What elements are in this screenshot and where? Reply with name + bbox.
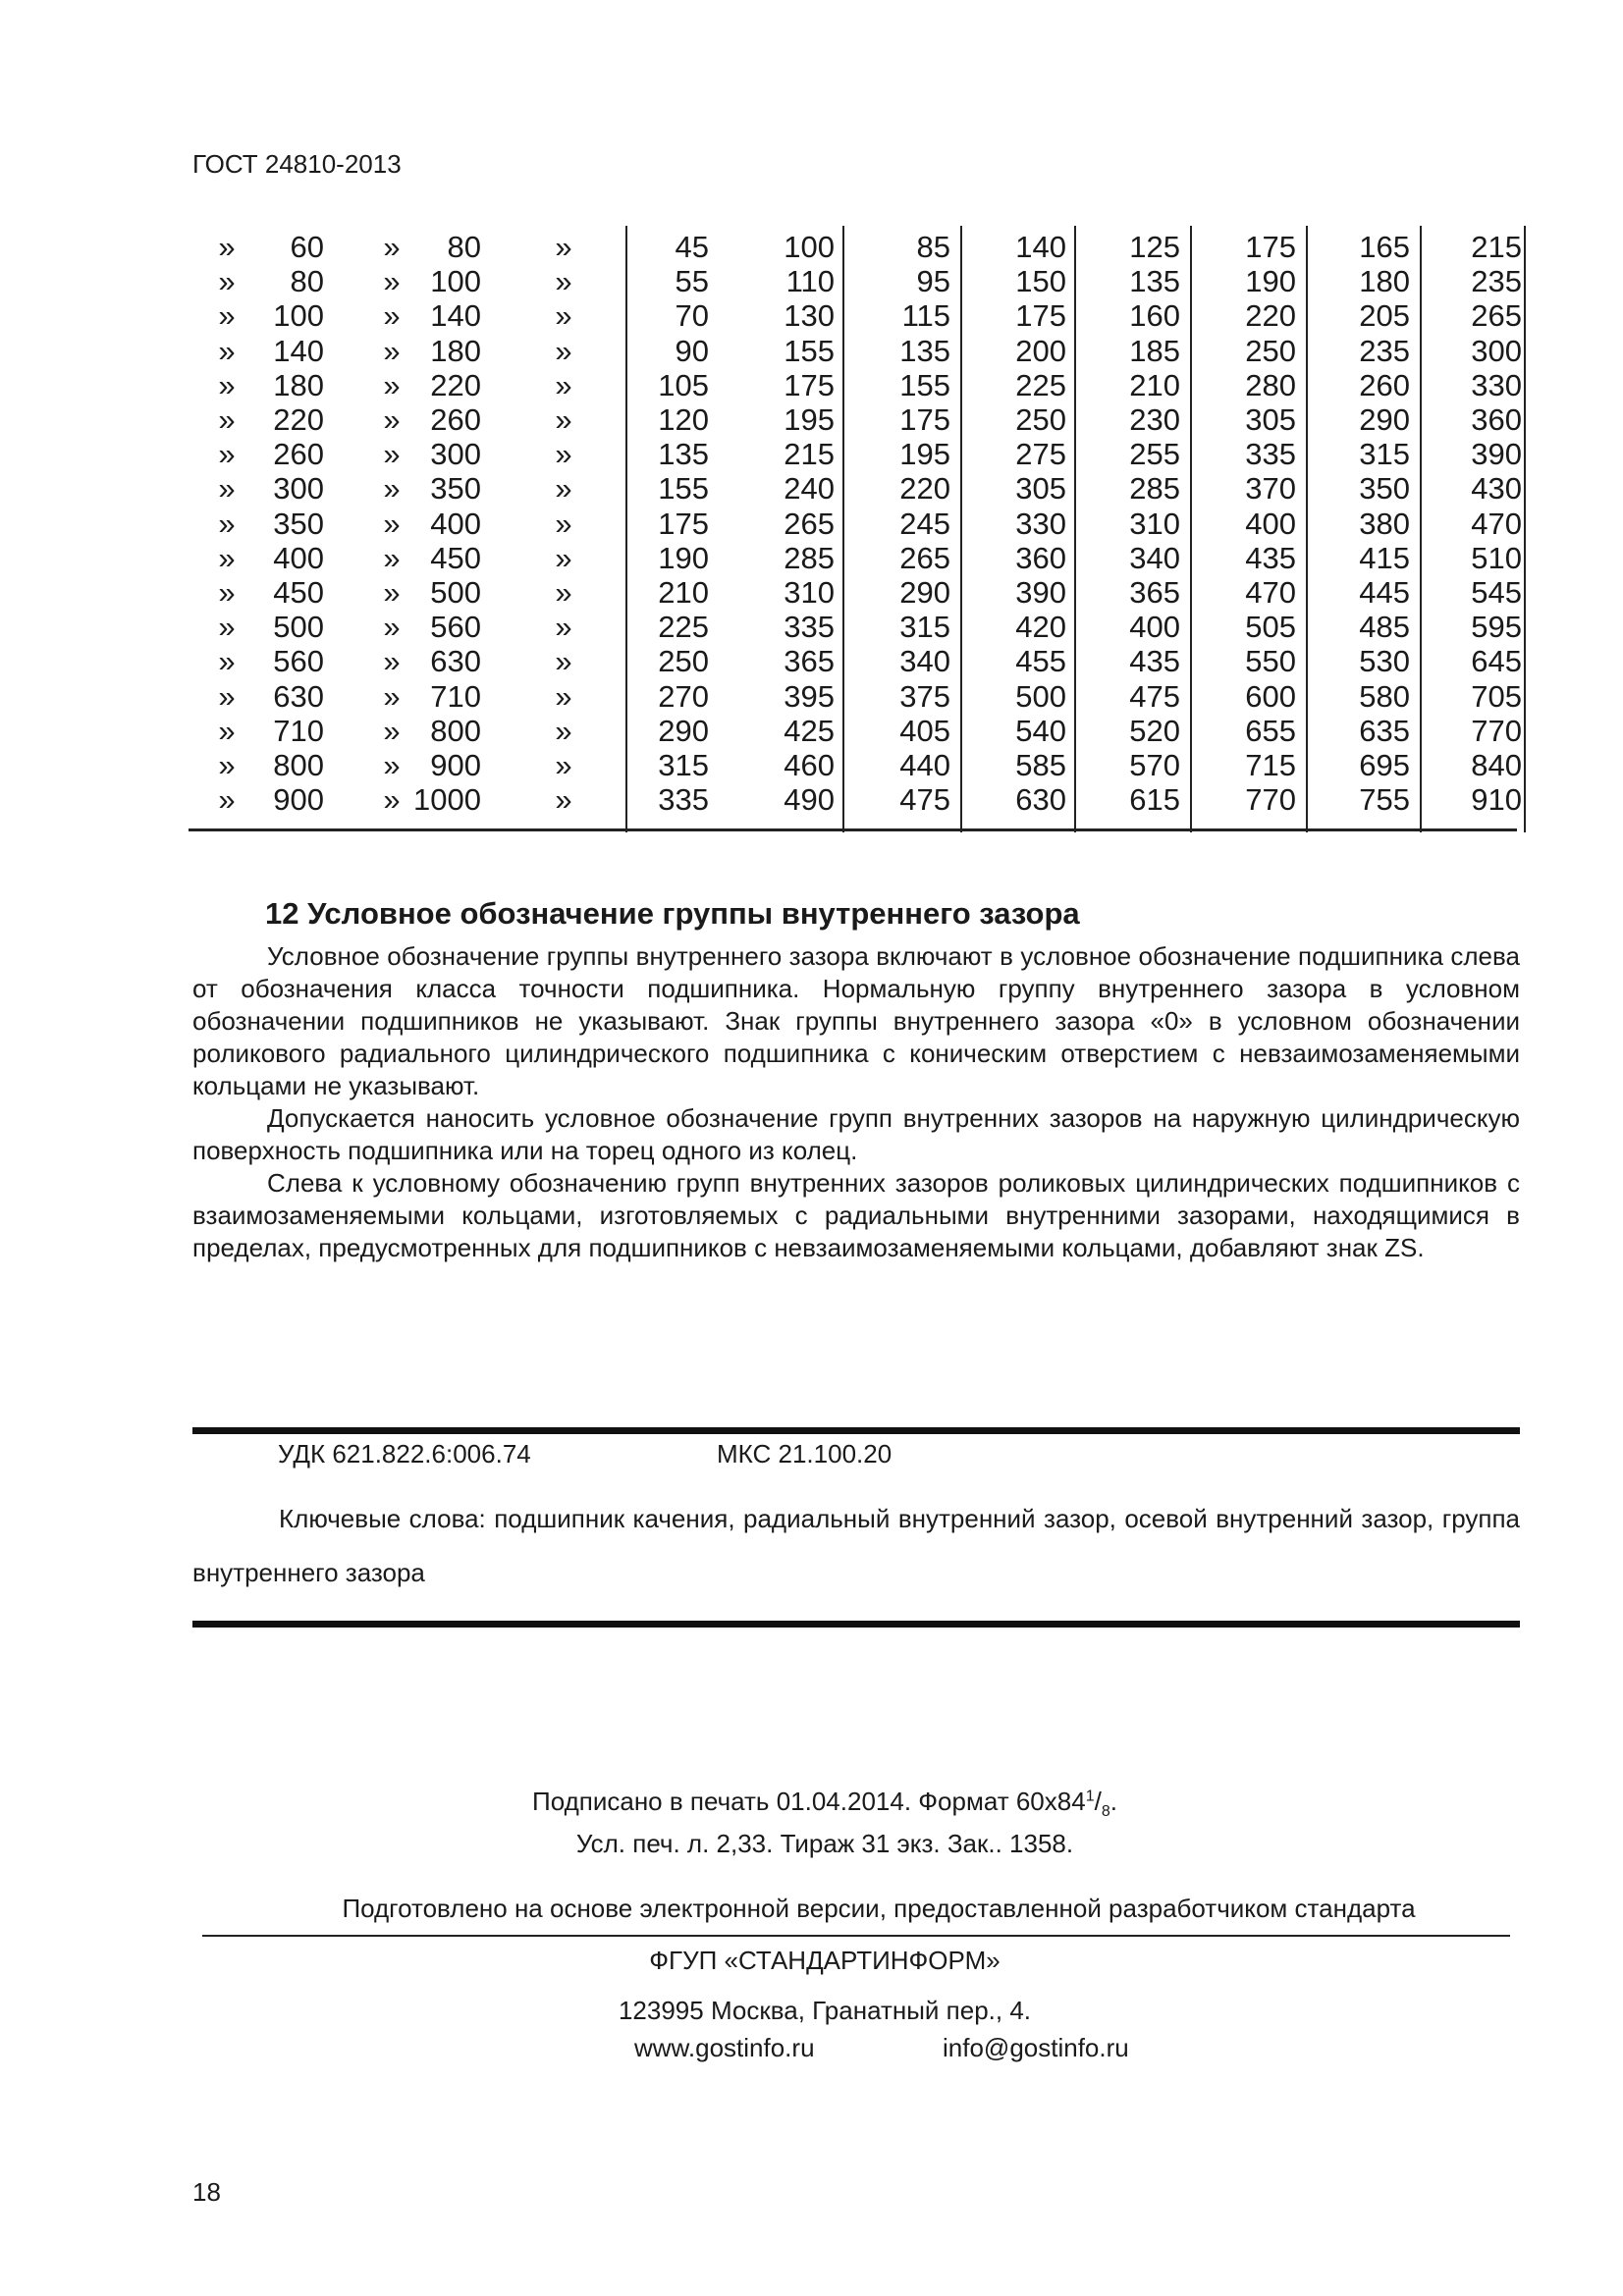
table-cell: 350 (1359, 471, 1410, 507)
table-cell: 390 (1471, 437, 1522, 472)
table-cell: 360 (1015, 540, 1066, 575)
quote-mark: » (383, 402, 401, 437)
quote-mark: » (383, 506, 401, 541)
table-cell: 340 (899, 644, 950, 679)
quote-mark: » (383, 748, 401, 782)
table-cell: 405 (899, 713, 950, 748)
imprint-signed-text: Подписано в печать 01.04.2014. Формат 60х84 (532, 1787, 1086, 1816)
table-cell: 165 (1359, 230, 1410, 264)
range-from: 450 (273, 575, 324, 610)
range-from: 220 (273, 402, 324, 437)
table-row (189, 644, 1522, 679)
table-cell: 550 (1245, 644, 1296, 679)
range-to: 500 (430, 575, 481, 610)
table-cell: 240 (784, 471, 835, 507)
table-cell: 155 (899, 367, 950, 402)
table-cell: 45 (675, 230, 709, 264)
table-bottom-rule (189, 828, 1517, 831)
table-cell: 360 (1471, 402, 1522, 437)
quote-mark: » (555, 644, 572, 679)
top-rule (192, 1427, 1520, 1434)
table-cell: 470 (1245, 575, 1296, 610)
table-cell: 275 (1015, 437, 1066, 472)
table-cell: 435 (1129, 644, 1180, 679)
table-cell: 200 (1015, 333, 1066, 368)
quote-mark: » (218, 713, 236, 748)
table-cell: 265 (899, 540, 950, 575)
table-row (189, 471, 1522, 507)
quote-mark: » (218, 471, 236, 507)
imprint-signed-suffix: . (1109, 1787, 1117, 1816)
quote-mark: » (218, 540, 236, 575)
range-from: 630 (273, 678, 324, 714)
table-cell: 245 (899, 506, 950, 541)
quote-mark: » (555, 678, 572, 714)
range-from: 900 (273, 782, 324, 818)
paragraph: Допускается наносить условное обозначение групп внутренних зазоров на наружную цилиндрическую поверхность подшипника или на торец одного из колец. (192, 1103, 1520, 1165)
quote-mark: » (218, 575, 236, 610)
quote-mark: » (555, 610, 572, 645)
table-cell: 175 (899, 402, 950, 437)
range-to: 80 (447, 230, 481, 264)
table-cell: 175 (1245, 230, 1296, 264)
table-cell: 70 (675, 298, 709, 334)
table-cell: 135 (658, 437, 709, 472)
table-cell: 210 (658, 575, 709, 610)
table-cell: 335 (658, 782, 709, 818)
table-cell: 600 (1245, 678, 1296, 714)
table-row (189, 437, 1522, 472)
table-cell: 530 (1359, 644, 1410, 679)
table-cell: 585 (1015, 748, 1066, 782)
format-denominator: 8 (1101, 1803, 1110, 1821)
range-from: 260 (273, 437, 324, 472)
table-cell: 630 (1015, 782, 1066, 818)
range-from: 400 (273, 540, 324, 575)
table-row (189, 333, 1522, 368)
table-cell: 340 (1129, 540, 1180, 575)
table-cell: 105 (658, 367, 709, 402)
quote-mark: » (555, 575, 572, 610)
quote-mark: » (218, 230, 236, 264)
range-to: 450 (430, 540, 481, 575)
table-cell: 365 (784, 644, 835, 679)
table-cell: 265 (1471, 298, 1522, 334)
table-cell: 485 (1359, 610, 1410, 645)
table-cell: 55 (675, 264, 709, 299)
table-cell: 235 (1471, 264, 1522, 299)
table-cell: 615 (1129, 782, 1180, 818)
table-row (189, 678, 1522, 714)
range-to: 180 (430, 333, 481, 368)
table-cell: 160 (1129, 298, 1180, 334)
range-to: 560 (430, 610, 481, 645)
quote-mark: » (218, 782, 236, 818)
table-cell: 135 (1129, 264, 1180, 299)
quote-mark: » (218, 678, 236, 714)
table-cell: 330 (1015, 506, 1066, 541)
table-cell: 705 (1471, 678, 1522, 714)
quote-mark: » (218, 402, 236, 437)
table-cell: 285 (784, 540, 835, 575)
quote-mark: » (555, 748, 572, 782)
table-cell: 90 (675, 333, 709, 368)
keywords-text: Ключевые слова: подшипник качения, радиальный внутренний зазор, осевой внутренний зазор, группа внутреннего зазора (192, 1504, 1520, 1587)
section-body (192, 940, 1520, 1264)
table-cell: 220 (1245, 298, 1296, 334)
table-cell: 315 (899, 610, 950, 645)
table-cell: 285 (1129, 471, 1180, 507)
table-cell: 225 (1015, 367, 1066, 402)
table-cell: 475 (899, 782, 950, 818)
table-cell: 215 (1471, 230, 1522, 264)
table-cell: 185 (1129, 333, 1180, 368)
table-cell: 265 (784, 506, 835, 541)
table-cell: 330 (1471, 367, 1522, 402)
quote-mark: » (383, 575, 401, 610)
quote-mark: » (555, 471, 572, 507)
range-from: 800 (273, 748, 324, 782)
table-cell: 475 (1129, 678, 1180, 714)
quote-mark: » (555, 402, 572, 437)
table-row (189, 402, 1522, 437)
table-cell: 435 (1245, 540, 1296, 575)
table-cell: 595 (1471, 610, 1522, 645)
table-row (189, 230, 1522, 264)
range-from: 710 (273, 713, 324, 748)
table-cell: 570 (1129, 748, 1180, 782)
quote-mark: » (218, 333, 236, 368)
range-from: 560 (273, 644, 324, 679)
table-cell: 910 (1471, 782, 1522, 818)
table-cell: 305 (1245, 402, 1296, 437)
table-cell: 140 (1015, 230, 1066, 264)
table-cell: 210 (1129, 367, 1180, 402)
table-cell: 250 (658, 644, 709, 679)
table-cell: 445 (1359, 575, 1410, 610)
table-cell: 155 (658, 471, 709, 507)
table-cell: 400 (1245, 506, 1296, 541)
table-cell: 230 (1129, 402, 1180, 437)
table-cell: 520 (1129, 713, 1180, 748)
quote-mark: » (383, 367, 401, 402)
table-cell: 580 (1359, 678, 1410, 714)
table-row (189, 367, 1522, 402)
table-cell: 365 (1129, 575, 1180, 610)
table-cell: 225 (658, 610, 709, 645)
range-from: 140 (273, 333, 324, 368)
quote-mark: » (218, 367, 236, 402)
paragraph: Слева к условному обозначению групп внутренних зазоров роликовых цилиндрических подшипников с взаимозаменяемыми кольцами, изготовляемых с радиальными внутренними зазорами, находящимися в пределах, предусмотренных для подшипников с невзаимозаменяемыми кольцами, добавляют знак ZS. (192, 1168, 1520, 1262)
quote-mark: » (383, 471, 401, 507)
table-cell: 510 (1471, 540, 1522, 575)
table-cell: 290 (899, 575, 950, 610)
udk-code: УДК 621.822.6:006.74 (278, 1439, 531, 1468)
table-cell: 770 (1471, 713, 1522, 748)
quote-mark: » (218, 437, 236, 472)
range-to: 630 (430, 644, 481, 679)
range-to: 300 (430, 437, 481, 472)
table-cell: 175 (1015, 298, 1066, 334)
quote-mark: » (218, 506, 236, 541)
keywords (192, 1492, 1520, 1600)
range-to: 400 (430, 506, 481, 541)
quote-mark: » (383, 230, 401, 264)
table-row (189, 782, 1522, 818)
table-cell: 85 (916, 230, 950, 264)
range-to: 800 (430, 713, 481, 748)
range-to: 260 (430, 402, 481, 437)
table-row (189, 610, 1522, 645)
table-column-rule (1524, 226, 1526, 832)
table-cell: 310 (784, 575, 835, 610)
table-cell: 175 (784, 367, 835, 402)
page-number: 18 (192, 2177, 221, 2207)
table-cell: 755 (1359, 782, 1410, 818)
table-cell: 270 (658, 678, 709, 714)
table-cell: 380 (1359, 506, 1410, 541)
table-cell: 400 (1129, 610, 1180, 645)
table-cell: 190 (1245, 264, 1296, 299)
table-row (189, 506, 1522, 541)
publisher-address: 123995 Москва, Гранатный пер., 4. (618, 1996, 1032, 2025)
table-row (189, 540, 1522, 575)
table-cell: 440 (899, 748, 950, 782)
quote-mark: » (555, 540, 572, 575)
range-from: 80 (290, 264, 324, 299)
quote-mark: » (218, 264, 236, 299)
quote-mark: » (555, 298, 572, 334)
imprint-rule (202, 1935, 1510, 1937)
table-cell: 120 (658, 402, 709, 437)
clearance-table (189, 226, 1522, 832)
quote-mark: » (555, 713, 572, 748)
table-cell: 110 (785, 264, 835, 299)
table-cell: 430 (1471, 471, 1522, 507)
range-to: 710 (430, 678, 481, 714)
table-cell: 500 (1015, 678, 1066, 714)
table-cell: 135 (899, 333, 950, 368)
table-cell: 115 (901, 298, 950, 334)
quote-mark: » (555, 264, 572, 299)
table-cell: 425 (784, 713, 835, 748)
quote-mark: » (383, 610, 401, 645)
quote-mark: » (555, 367, 572, 402)
section-heading: 12 Условное обозначение группы внутреннего зазора (265, 896, 1080, 931)
table-cell: 470 (1471, 506, 1522, 541)
quote-mark: » (383, 782, 401, 818)
table-cell: 645 (1471, 644, 1522, 679)
range-to: 1000 (413, 782, 481, 818)
table-row (189, 575, 1522, 610)
table-row (189, 713, 1522, 748)
table-cell: 390 (1015, 575, 1066, 610)
quote-mark: » (383, 298, 401, 334)
table-cell: 315 (1359, 437, 1410, 472)
range-from: 100 (273, 298, 324, 334)
table-cell: 655 (1245, 713, 1296, 748)
table-cell: 460 (784, 748, 835, 782)
format-numerator: 1 (1085, 1788, 1095, 1805)
quote-mark: » (383, 678, 401, 714)
quote-mark: » (555, 230, 572, 264)
table-cell: 195 (899, 437, 950, 472)
table-cell: 370 (1245, 471, 1296, 507)
quote-mark: » (218, 748, 236, 782)
table-row (189, 298, 1522, 334)
range-from: 300 (273, 471, 324, 507)
table-cell: 490 (784, 782, 835, 818)
quote-mark: » (555, 437, 572, 472)
table-cell: 540 (1015, 713, 1066, 748)
table-cell: 215 (784, 437, 835, 472)
table-cell: 130 (784, 298, 835, 334)
table-cell: 180 (1359, 264, 1410, 299)
quote-mark: » (383, 713, 401, 748)
table-cell: 250 (1015, 402, 1066, 437)
table-cell: 375 (899, 678, 950, 714)
table-cell: 155 (784, 333, 835, 368)
table-cell: 150 (1015, 264, 1066, 299)
range-from: 350 (273, 506, 324, 541)
table-cell: 205 (1359, 298, 1410, 334)
table-cell: 250 (1245, 333, 1296, 368)
quote-mark: » (218, 298, 236, 334)
table-cell: 235 (1359, 333, 1410, 368)
table-cell: 545 (1471, 575, 1522, 610)
range-to: 350 (430, 471, 481, 507)
table-cell: 455 (1015, 644, 1066, 679)
quote-mark: » (555, 333, 572, 368)
range-from: 180 (273, 367, 324, 402)
mks-code: МКС 21.100.20 (717, 1439, 893, 1468)
document-header: ГОСТ 24810-2013 (192, 149, 402, 179)
imprint-print-run: Усл. печ. л. 2,33. Тираж 31 экз. Зак.. 1358. (575, 1829, 1074, 1858)
table-cell: 290 (1359, 402, 1410, 437)
quote-mark: » (555, 506, 572, 541)
quote-mark: » (383, 264, 401, 299)
table-cell: 190 (658, 540, 709, 575)
table-cell: 335 (784, 610, 835, 645)
table-cell: 95 (916, 264, 950, 299)
table-cell: 195 (784, 402, 835, 437)
table-cell: 415 (1359, 540, 1410, 575)
range-from: 500 (273, 610, 324, 645)
table-cell: 420 (1015, 610, 1066, 645)
prepared-note: Подготовлено на основе электронной версии, предоставленной разработчиком стандарта (342, 1894, 1416, 1923)
bottom-rule (192, 1621, 1520, 1628)
quote-mark: » (218, 610, 236, 645)
range-from: 60 (290, 230, 324, 264)
table-cell: 125 (1129, 230, 1180, 264)
quote-mark: » (383, 437, 401, 472)
table-cell: 315 (658, 748, 709, 782)
quote-mark: » (383, 644, 401, 679)
table-cell: 770 (1245, 782, 1296, 818)
table-cell: 280 (1245, 367, 1296, 402)
table-row (189, 748, 1522, 782)
paragraph: Условное обозначение группы внутреннего зазора включают в условное обозначение подшипника слева от обозначения класса точности подшипника. Нормальную группу внутреннего зазора в условном обозначении подшипников не указывают. Знак группы внутреннего зазора «0» в условном обозначении роликового радиального цилиндрического подшипника с коническим отверстием с невзаимозаменяемыми кольцами не указывают. (192, 941, 1520, 1100)
table-cell: 335 (1245, 437, 1296, 472)
table-cell: 220 (899, 471, 950, 507)
quote-mark: » (218, 644, 236, 679)
table-cell: 305 (1015, 471, 1066, 507)
table-cell: 840 (1471, 748, 1522, 782)
quote-mark: » (383, 333, 401, 368)
table-cell: 290 (658, 713, 709, 748)
table-cell: 715 (1245, 748, 1296, 782)
table-cell: 395 (784, 678, 835, 714)
quote-mark: » (555, 782, 572, 818)
table-cell: 100 (784, 230, 835, 264)
table-cell: 260 (1359, 367, 1410, 402)
table-cell: 505 (1245, 610, 1296, 645)
range-to: 900 (430, 748, 481, 782)
quote-mark: » (383, 540, 401, 575)
publisher-name: ФГУП «СТАНДАРТИНФОРМ» (649, 1946, 1001, 1975)
table-cell: 695 (1359, 748, 1410, 782)
email-link[interactable]: info@gostinfo.ru (943, 2033, 1129, 2062)
website-link[interactable]: www.gostinfo.ru (634, 2033, 815, 2062)
table-cell: 310 (1129, 506, 1180, 541)
imprint-signed: Подписано в печать 01.04.2014. Формат $60х84^1/_8$. (532, 1787, 1117, 1821)
table-cell: 255 (1129, 437, 1180, 472)
range-to: 220 (430, 367, 481, 402)
table-cell: 175 (658, 506, 709, 541)
table-row (189, 264, 1522, 299)
table-cell: 300 (1471, 333, 1522, 368)
range-to: 140 (430, 298, 481, 334)
range-to: 100 (430, 264, 481, 299)
table-cell: 635 (1359, 713, 1410, 748)
